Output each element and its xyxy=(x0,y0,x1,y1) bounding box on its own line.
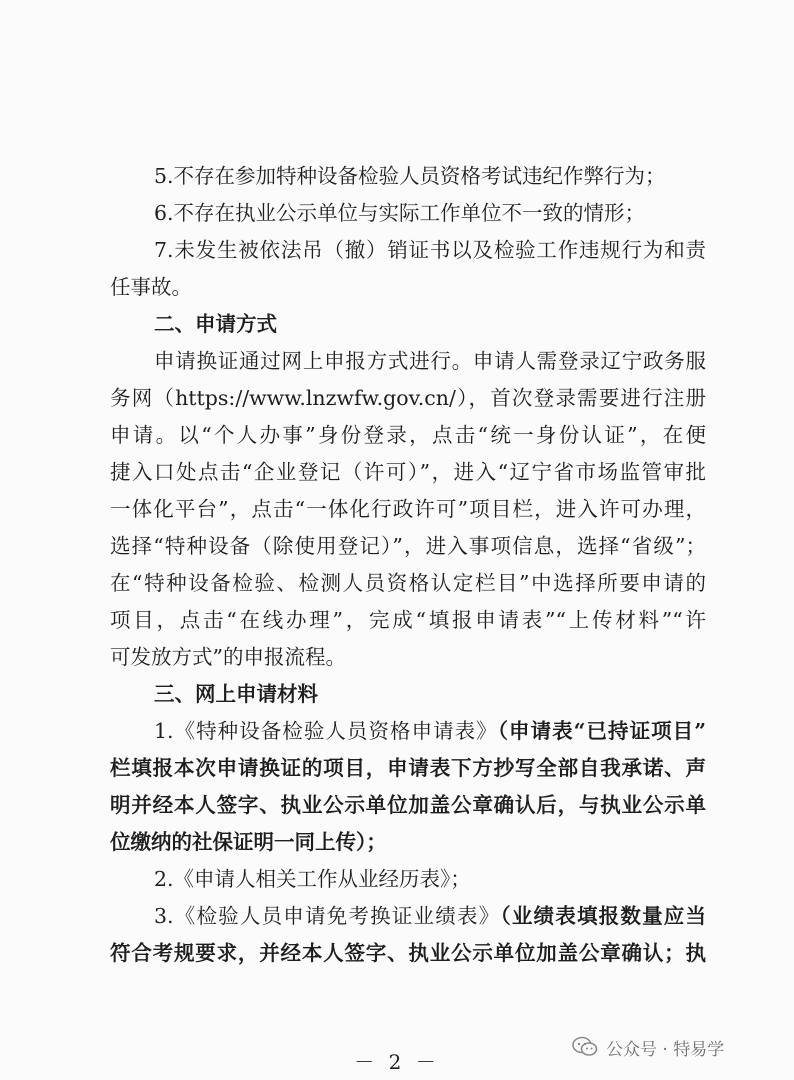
material-item-3-note-start: （业绩表填报数量应当 xyxy=(500,904,706,928)
section-2-line-9: 可发放方式”的申报流程。 xyxy=(110,645,346,669)
section-2-line-5: 一体化平台”，点击“一体化行政许可”项目栏，进入许可办理， xyxy=(110,497,706,521)
page-number: － 2 － xyxy=(354,1050,440,1074)
material-item-2: 2.《申请人相关工作从业经历表》； xyxy=(154,867,471,891)
section-2-line-4: 捷入口处点击“企业登记（许可）”，进入“辽宁省市场监管审批 xyxy=(110,460,706,484)
section-2-line-7: 在“特种设备检验、检测人员资格认定栏目”中选择所要申请的 xyxy=(110,571,706,595)
section-2-line-8: 项目，点击“在线办理”，完成“填报申请表”“上传材料”“许 xyxy=(110,608,706,632)
material-item-1-line-4: 位缴纳的社保证明一同上传）； xyxy=(110,830,387,854)
section-2-line-1: 申请换证通过网上申报方式进行。申请人需登录辽宁政务服 xyxy=(154,349,706,373)
section-2-line-3: 申请。以“个人办事”身份登录，点击“统一身份认证”，在便 xyxy=(110,423,706,447)
material-item-3-line-1 xyxy=(110,898,706,935)
wechat-watermark xyxy=(572,1033,724,1061)
material-item-1-line-2: 栏填报本次申请换证的项目，申请表下方抄写全部自我承诺、声 xyxy=(110,756,706,780)
material-item-1-title: 1.《特种设备检验人员资格申请表》 xyxy=(154,719,498,743)
material-item-1-note-start: （申请表“已持证项目” xyxy=(497,719,706,743)
material-item-3-line-2: 符合考规要求，并经本人签字、执业公示单位加盖公章确认；执 xyxy=(110,941,706,965)
item-6: 6.不存在执业公示单位与实际工作单位不一致的情形； xyxy=(154,201,646,225)
section-2-line-2: 务网（https://www.lnzwfw.gov.cn/），首次登录需要进行注册 xyxy=(110,386,706,410)
section-3-heading: 三、网上申请材料 xyxy=(154,682,318,706)
watermark-text: 公众号 · 特易学 xyxy=(606,1039,725,1060)
item-7-line-1: 7.未发生被依法吊（撤）销证书以及检验工作违规行为和责 xyxy=(154,238,706,262)
wechat-icon xyxy=(572,1036,598,1058)
section-2-heading: 二、申请方式 xyxy=(154,312,277,336)
section-2-line-6: 选择“特种设备（除使用登记）”，进入事项信息，选择“省级”； xyxy=(110,534,706,558)
item-5: 5.不存在参加特种设备检验人员资格考试违纪作弊行为； xyxy=(154,164,666,188)
item-7-line-2: 任事故。 xyxy=(110,275,192,299)
material-item-3-title: 3.《检验人员申请免考换证业绩表》 xyxy=(154,904,501,928)
document-body xyxy=(110,158,706,972)
material-item-1-line-3: 明并经本人签字、执业公示单位加盖公章确认后，与执业公示单 xyxy=(110,793,706,817)
material-item-1-line-1 xyxy=(110,713,706,750)
